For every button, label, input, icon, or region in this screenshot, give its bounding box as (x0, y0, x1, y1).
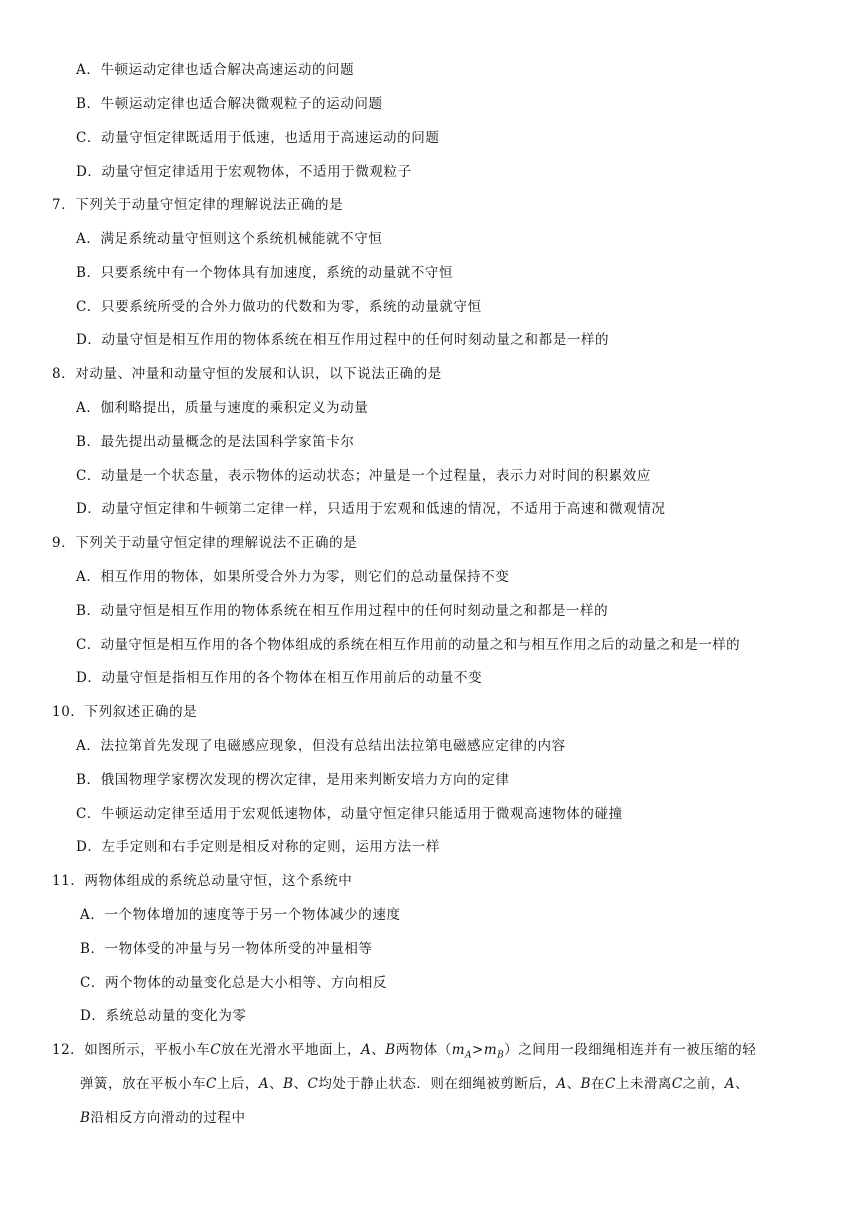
question-9-option-a: A．相互作用的物体，如果所受合外力为零，则它们的总动量保持不变 (76, 569, 510, 585)
question-9-option-d: D．动量守恒是指相互作用的各个物体在相互作用前后的动量不变 (76, 670, 483, 686)
option-b: B．牛顿运动定律也适合解决微观粒子的运动问题 (76, 96, 383, 112)
question-9-option-b: B．动量守恒是相互作用的物体系统在相互作用过程中的任何时刻动量之和都是一样的 (76, 603, 609, 619)
question-7-option-a: A．满足系统动量守恒则这个系统机械能就不守恒 (76, 231, 383, 247)
question-8-option-b: B．最先提出动量概念的是法国科学家笛卡尔 (76, 434, 355, 450)
question-11-stem: 11．两物体组成的系统总动量守恒，这个系统中 (52, 873, 353, 889)
question-10-option-d: D．左手定则和右手定则是相反对称的定则，运用方法一样 (76, 839, 440, 855)
question-9-option-c: C．动量守恒是相互作用的各个物体组成的系统在相互作用前的动量之和与相互作用之后的动量之和是一样的 (76, 637, 741, 653)
question-9-stem: 9．下列关于动量守恒定律的理解说法不正确的是 (52, 535, 358, 551)
question-7-stem: 7．下列关于动量守恒定律的理解说法正确的是 (52, 197, 344, 213)
question-11-option-d: D．系统总动量的变化为零 (80, 1008, 247, 1024)
question-8-option-c: C．动量是一个状态量，表示物体的运动状态；冲量是一个过程量，表示力对时间的积累效应 (76, 468, 651, 484)
question-7-option-c: C．只要系统所受的合外力做功的代数和为零，系统的动量就守恒 (76, 299, 482, 315)
option-a: A．牛顿运动定律也适合解决高速运动的问题 (76, 62, 355, 78)
question-7-option-d: D．动量守恒是相互作用的物体系统在相互作用过程中的任何时刻动量之和都是一样的 (76, 332, 610, 348)
question-7-option-b: B．只要系统中有一个物体具有加速度，系统的动量就不守恒 (76, 265, 454, 281)
question-8-option-a: A．伽利略提出，质量与速度的乘积定义为动量 (76, 400, 369, 416)
question-8-stem: 8．对动量、冲量和动量守恒的发展和认识，以下说法正确的是 (52, 366, 442, 382)
question-10-option-c: C．牛顿运动定律至适用于宏观低速物体，动量守恒定律只能适用于微观高速物体的碰撞 (76, 806, 623, 822)
option-d: D．动量守恒定律适用于宏观物体，不适用于微观粒子 (76, 164, 412, 180)
question-11-option-a: A．一个物体增加的速度等于另一个物体减少的速度 (80, 907, 401, 923)
question-12-stem-line-2: 弹簧，放在平板小车C上后，A、B、C均处于静止状态．则在细绳被剪断后，A、B在C上未滑离C之前，A、 (80, 1076, 749, 1092)
question-11-option-c: C．两个物体的动量变化总是大小相等、方向相反 (80, 975, 388, 991)
question-12-stem-line-3: B沿相反方向滑动的过程中 (80, 1110, 246, 1126)
question-10-option-a: A．法拉第首先发现了电磁感应现象，但没有总结出法拉第电磁感应定律的内容 (76, 738, 566, 754)
question-10-stem: 10．下列叙述正确的是 (52, 704, 198, 720)
question-8-option-d: D．动量守恒定律和牛顿第二定律一样，只适用于宏观和低速的情况，不适用于高速和微观情况 (76, 501, 666, 517)
question-10-option-b: B．俄国物理学家楞次发现的楞次定律，是用来判断安培力方向的定律 (76, 772, 510, 788)
option-c: C．动量守恒定律既适用于低速，也适用于高速运动的问题 (76, 130, 440, 146)
question-12-stem-line-1: 12．如图所示，平板小车C放在光滑水平地面上，A、B两物体$(m_A>m_B)$之间用一段细绳相连并有一被压缩的轻 (52, 1042, 757, 1061)
question-11-option-b: B．一物体受的冲量与另一物体所受的冲量相等 (80, 941, 373, 957)
